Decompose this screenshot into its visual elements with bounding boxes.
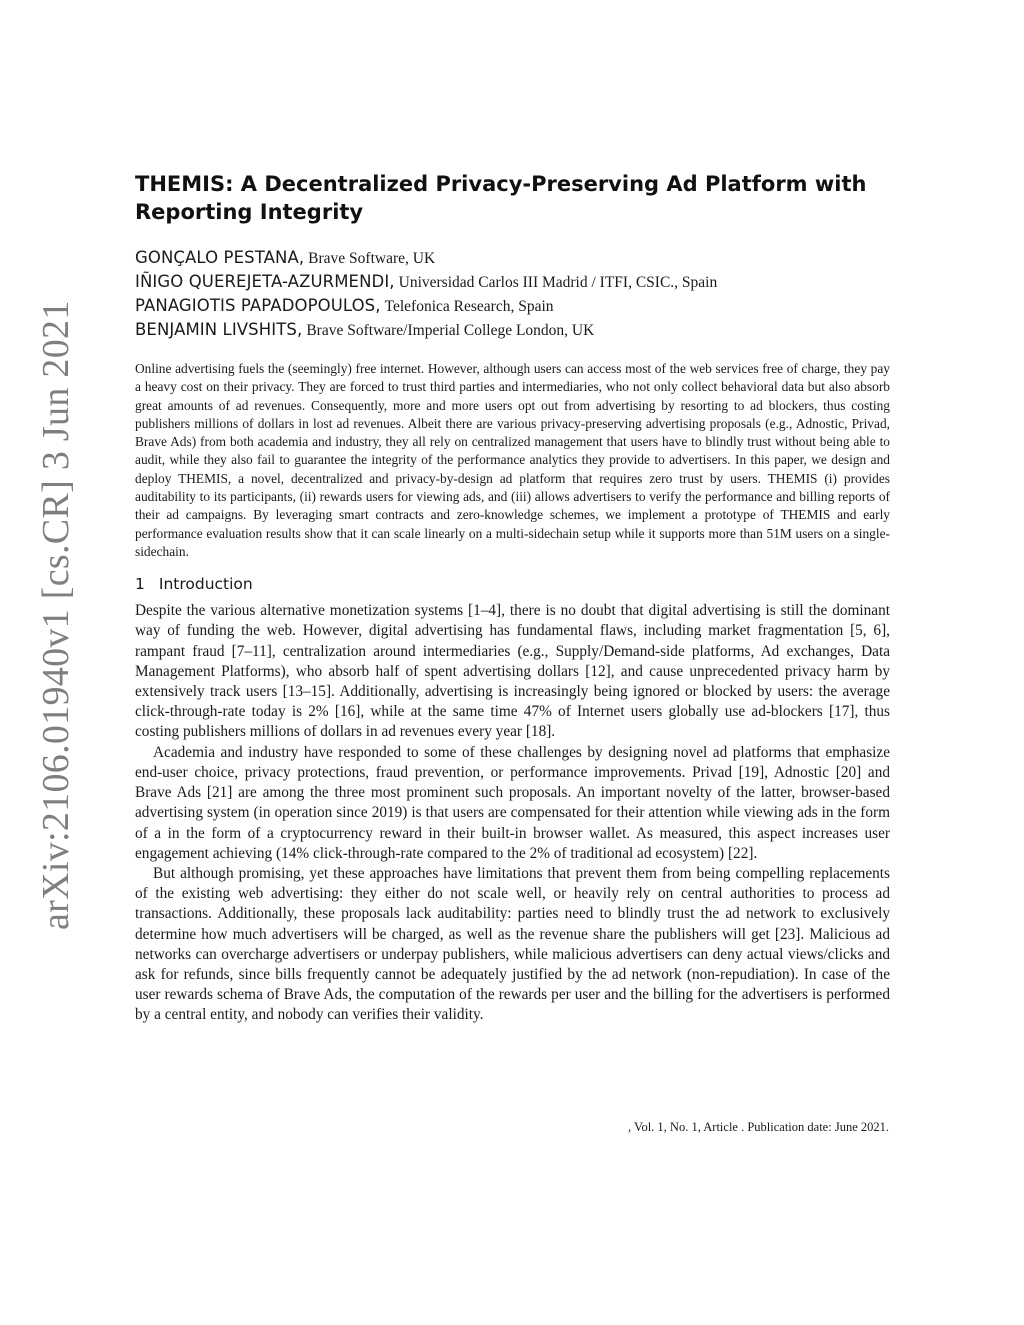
author-entry	[135, 246, 890, 270]
page-footer: , Vol. 1, No. 1, Article . Publication date: June 2021.	[628, 1120, 889, 1134]
author-name: GONÇALO PESTANA,	[135, 248, 305, 267]
author-name: BENJAMIN LIVSHITS,	[135, 320, 303, 339]
author-affiliation: Brave Software/Imperial College London, UK	[306, 322, 595, 339]
author-affiliation: Brave Software, UK	[308, 250, 436, 267]
paragraph: Academia and industry have responded to some of these challenges by designing novel ad platforms that emphasize end-user choice, privacy protections, fraud prevention, or performance improvements. Privad [19], Adnostic [20] and Brave Ads [21] are among the three most prominent such proposals. An important novelty of the latter, browser-based advertising system (in operation since 2019) is that users are compensated for their attention while viewing ads in the form of a in the form of a cryptocurrency reward in their built-in browser wallet. As measured, this aspect increases user engagement achieving (14% click-through-rate compared to the 2% of traditional ad ecosystem) [22].	[135, 743, 890, 862]
paragraph: Despite the various alternative monetization systems [1–4], there is no doubt that digital advertising is still the dominant way of funding the web. However, digital advertising has fundamental flaws, including market fragmentation [5, 6], rampant fraud [7–11], centralization around intermediaries (e.g., Supply/Demand-side platforms, Ad exchanges, Data Management Platforms), who absorb half of spent advertising dollars [12], and cause unprecedented privacy harm by extensively track users [13–15]. Additionally, advertising is increasingly being ignored or blocked by users: the average click-through-rate today is 2% [16], while at the same time 47% of Internet users globally use ad-blockers [17], thus costing publishers millions of dollars in ad revenues every year [18].	[135, 602, 890, 741]
author-list	[135, 246, 890, 342]
section-number: 1	[135, 575, 145, 594]
paragraph: But although promising, yet these approaches have limitations that prevent them from being compelling replacements of the existing web advertising: they either do not scale well, or heavily rely on central authorities to process ad transactions. Additionally, these proposals lack auditability: parties need to blindly trust the ad network to exclusively determine how much advertisers will be charged, as well as the revenue share the publishers will get [23]. Malicious ad networks can overcharge advertisers or underpay publishers, while malicious advertisers can deny actual views/clicks and ask for refunds, since bills frequently cannot be adequately justified by the ad network (non-repudiation). In case of the user rewards schema of Brave Ads, the computation of the rewards per user and the billing for the advertisers is performed by a central entity, and nobody can verifies their validity.	[135, 864, 890, 1024]
author-affiliation: Telefonica Research, Spain	[384, 298, 554, 315]
author-name: IÑIGO QUEREJETA-AZURMENDI,	[135, 272, 395, 291]
author-entry	[135, 294, 890, 318]
section-title: Introduction	[158, 575, 253, 594]
author-affiliation: Universidad Carlos III Madrid / ITFI, CSIC., Spain	[398, 274, 718, 291]
author-name: PANAGIOTIS PAPADOPOULOS,	[135, 296, 381, 315]
section-heading	[135, 575, 890, 593]
paper-body	[135, 170, 890, 1026]
author-entry	[135, 318, 890, 342]
abstract: Online advertising fuels the (seemingly) free internet. However, although users can access most of the web services free of charge, they pay a heavy cost on their privacy. They are forced to trust third parties and intermediaries, who not only collect behavioral data but also absorb great amounts of ad revenues. Consequently, more and more users opt out from advertising by resorting to ad blockers, thus costing publishers millions of dollars in lost ad revenues. Albeit there are various privacy-preserving advertising proposals (e.g., Adnostic, Privad, Brave Ads) from both academia and industry, they all rely on centralized management that users have to blindly trust without being able to audit, while they also fail to guarantee the integrity of the performance analytics they provide to advertisers. In this paper, we design and deploy THEMIS, a novel, decentralized and privacy-by-design ad platform that requires zero trust by users. THEMIS (i) provides auditability to its participants, (ii) rewards users for viewing ads, and (iii) allows advertisers to verify the performance and billing reports of their ad campaigns. By leveraging smart contracts and zero-knowledge schemes, we implement a prototype of THEMIS and early performance evaluation results show that it can scale linearly on a multi-sidechain setup while it supports more than 51M users on a single-sidechain.	[135, 361, 890, 559]
author-entry	[135, 270, 890, 294]
paper-title: THEMIS: A Decentralized Privacy-Preserving Ad Platform with Reporting Integrity	[135, 172, 867, 224]
arxiv-identifier: arXiv:2106.01940v1 [cs.CR] 3 Jun 2021	[35, 300, 77, 930]
